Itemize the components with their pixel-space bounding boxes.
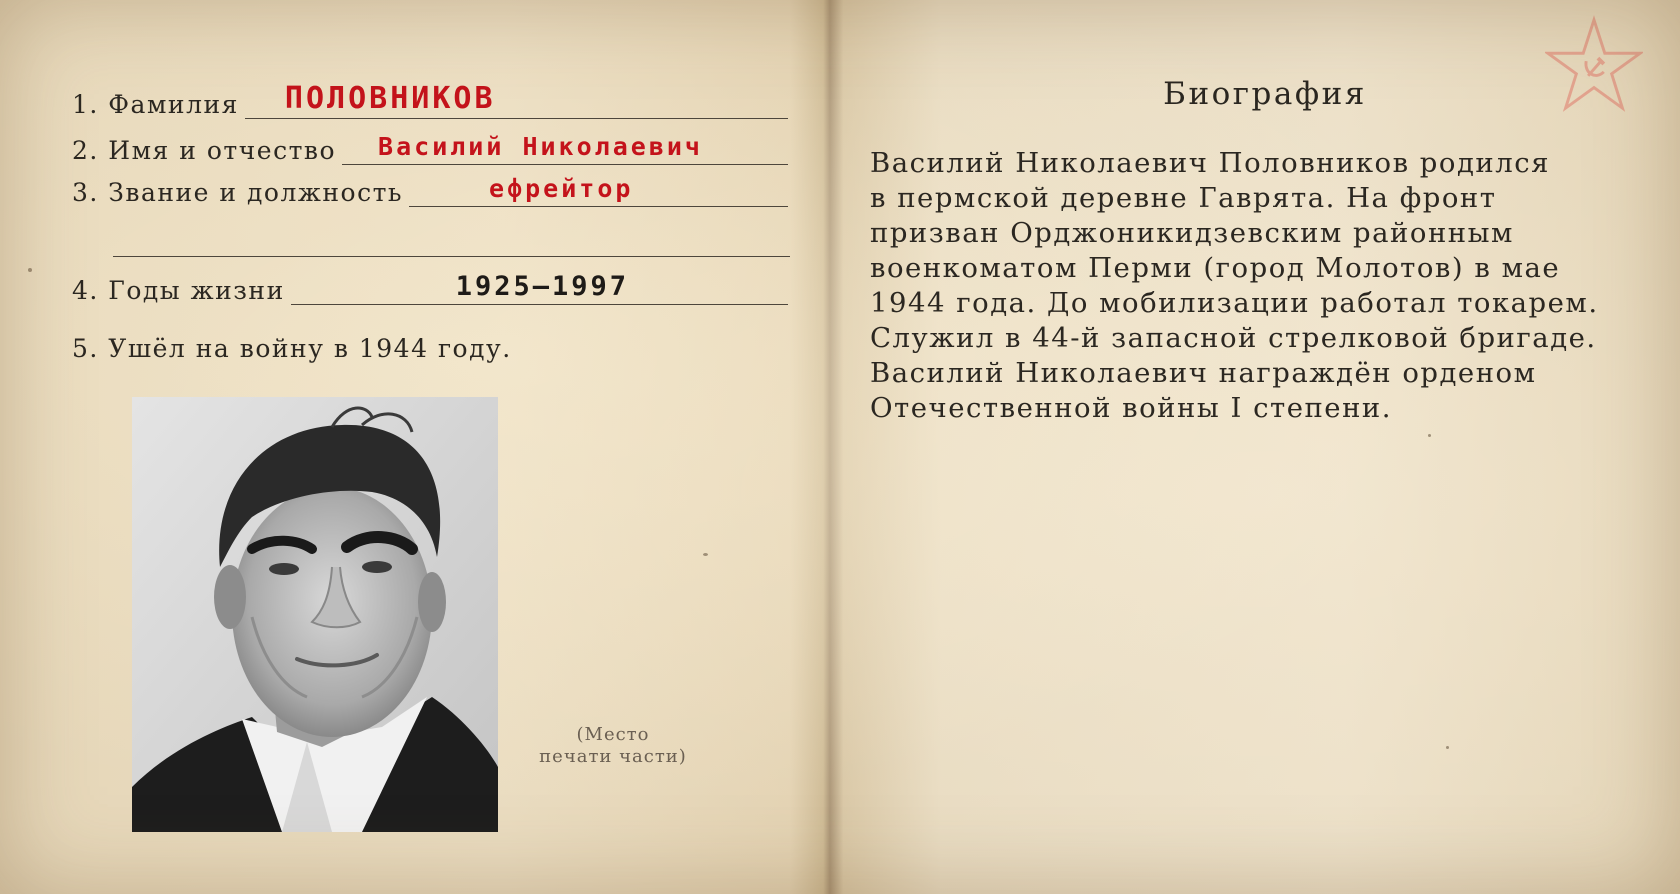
- paper-speck: [703, 553, 708, 556]
- surname-line: [245, 81, 788, 119]
- rank-value: ефрейтор: [489, 174, 634, 203]
- left-page: [0, 0, 824, 894]
- paper-speck: [28, 268, 32, 272]
- war-note: 5. Ушёл на войну в 1944 году.: [72, 334, 512, 363]
- name-label: 2. Имя и отчество: [72, 136, 337, 165]
- biography-line: военкоматом Перми (город Молотов) в мае: [870, 252, 1561, 284]
- biography-line: Василий Николаевич Половников родился: [870, 147, 1550, 179]
- years-line: [291, 271, 788, 305]
- paper-speck: [1446, 746, 1449, 749]
- biography-line: в пермской деревне Гаврята. На фронт: [870, 182, 1497, 214]
- portrait-illustration: [132, 397, 498, 832]
- stamp-place-line-2: печати части): [539, 746, 687, 767]
- years-label: 4. Годы жизни: [72, 276, 285, 305]
- years-value: 1925—1997: [455, 271, 630, 302]
- right-page: [832, 0, 1680, 894]
- biography-line: Отечественной войны I степени.: [870, 392, 1392, 424]
- biography-line: Служил в 44-й запасной стрелковой бригаде.: [870, 322, 1597, 354]
- name-row: [72, 134, 788, 165]
- years-row: [72, 271, 788, 305]
- name-line: [342, 134, 788, 165]
- red-star-hammer-sickle-icon: [1545, 10, 1643, 122]
- biography-line: призван Орджоникидзевским районным: [870, 217, 1514, 249]
- rank-label: 3. Звание и должность: [72, 178, 404, 207]
- biography-line: Василий Николаевич награждён орденом: [870, 357, 1537, 389]
- surname-label: 1. Фамилия: [72, 90, 239, 119]
- surname-value: ПОЛОВНИКОВ: [284, 81, 496, 116]
- surname-row: [72, 81, 788, 119]
- stamp-place-line-1: (Место: [576, 724, 650, 745]
- blank-line: [113, 256, 790, 257]
- biography-title: Биография: [1163, 76, 1367, 112]
- name-value: Василий Николаевич: [378, 132, 703, 161]
- stamp-place-label: [528, 724, 698, 768]
- rank-row: [72, 176, 788, 207]
- portrait-photo: [132, 397, 498, 832]
- biography-line: 1944 года. До мобилизации работал токарем.: [870, 287, 1599, 319]
- biography-text: [870, 146, 1670, 426]
- rank-line: [409, 176, 788, 207]
- paper-speck: [1428, 434, 1431, 437]
